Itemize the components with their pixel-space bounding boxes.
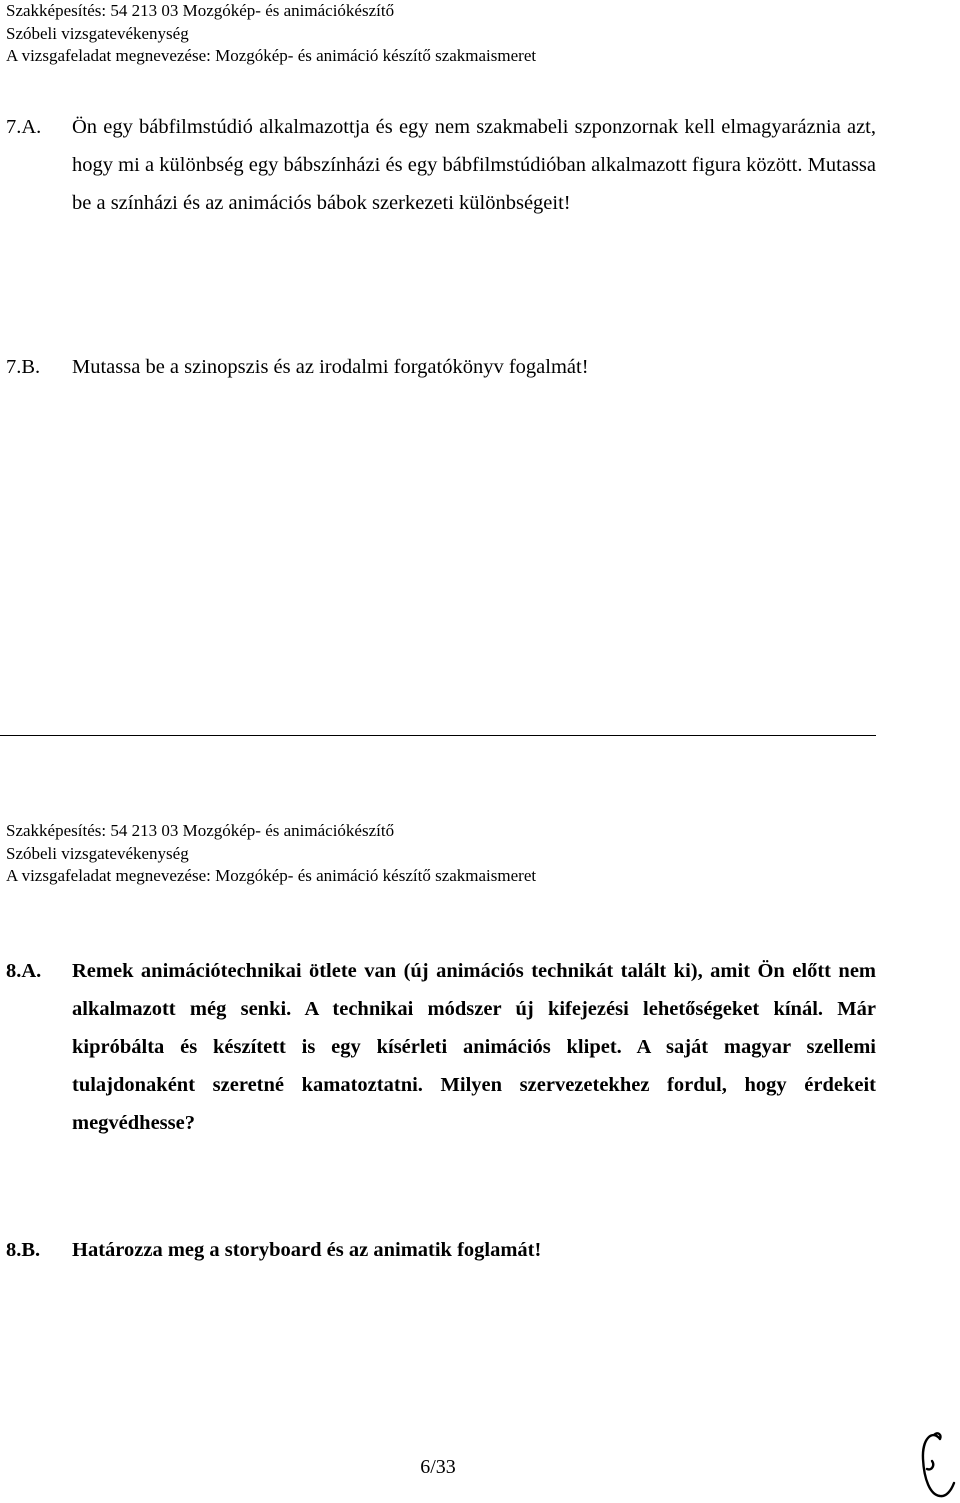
task-text: Mutassa be a szinopszis és az irodalmi forgatókönyv fogalmát! [72,356,589,378]
page-header [6,0,536,68]
header-task-name: A vizsgafeladat megnevezése: Mozgókép- és animáció készítő szakmaismeret [6,866,537,885]
header-task-name: A vizsgafeladat megnevezése: Mozgókép- és animáció készítő szakmaismeret [6,46,537,65]
page-divider [0,735,876,736]
task-7a [6,108,876,222]
task-number: 7.B. [6,356,41,378]
task-text: Remek animációtechnikai ötlete van (új animációs technikát talált ki), amit Ön előtt nem alkalmazott még senki. A technikai módszer új kifejezési lehetőségeket kínál. Már kipróbálta és készített is egy kísérleti animációs klipet. A saját magyar szellemi tulajdonaként szeretné kamatoztatni. Milyen szervezetekhez fordul, hogy érdekeit megvédhesse? [72,960,876,1134]
task-7b [6,348,876,386]
task-number: 8.B. [6,1239,41,1261]
header-qualification: Szakképesítés: 54 213 03 Mozgókép- és animációkészítő [6,821,395,840]
signature-mark [918,1425,956,1501]
task-text: Határozza meg a storyboard és az animatik foglamát! [72,1239,542,1261]
page-number: 6/33 [420,1456,456,1478]
page-header [6,820,536,888]
task-8b [6,1231,876,1269]
task-number: 8.A. [6,960,42,982]
header-activity: Szóbeli vizsgatevékenység [6,23,189,43]
header-activity: Szóbeli vizsgatevékenység [6,843,189,863]
task-8a [6,952,876,1142]
task-text: Ön egy bábfilmstúdió alkalmazottja és egy nem szakmabeli szponzornak kell elmagyaráznia azt, hogy mi a különbség egy bábszínházi és egy bábfilmstúdióban alkalmazott figura között. Mutassa be a színházi és az animációs bábok szerkezeti különbségeit! [72,116,876,214]
task-number: 7.A. [6,116,42,138]
header-qualification: Szakképesítés: 54 213 03 Mozgókép- és animációkészítő [6,1,395,20]
